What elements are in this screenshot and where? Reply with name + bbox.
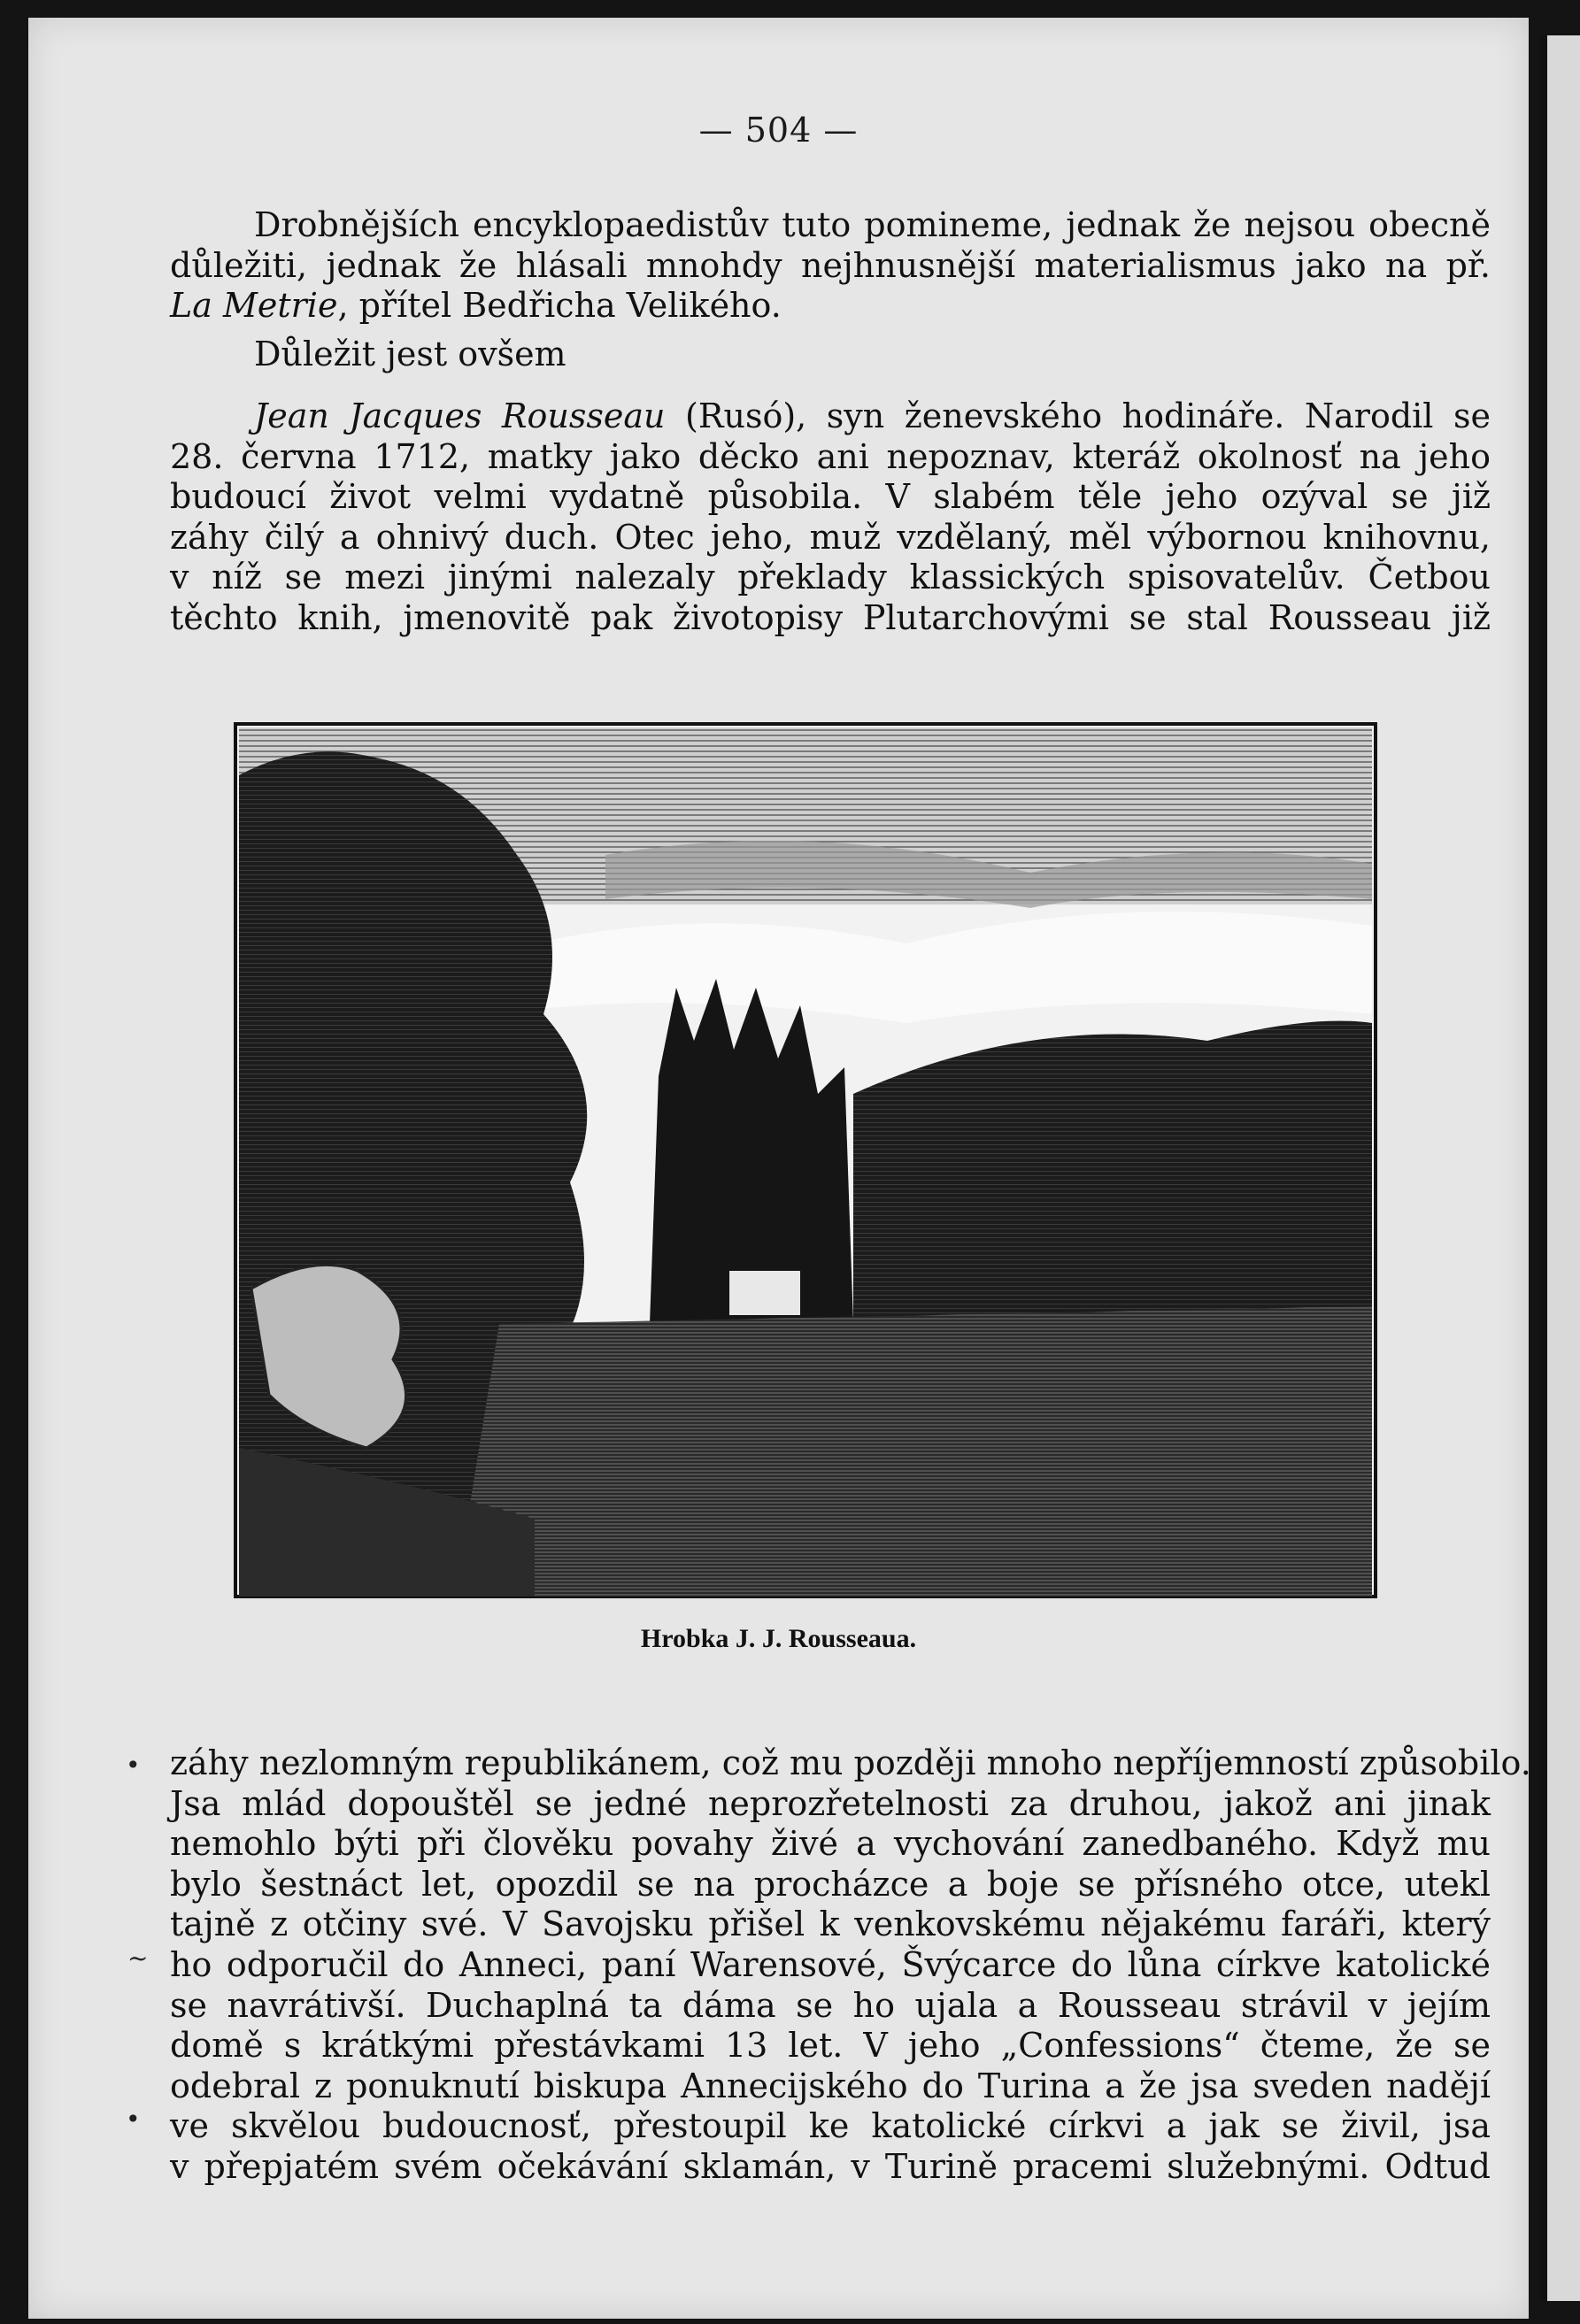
text-line: Drobnějších encyklopaedistův tuto pomineme, jednak že nejsou obecně (254, 205, 1491, 244)
text-line: ve skvělou budoucnosť, přestoupil ke katolické církvi a jak se živil, jsa (170, 2106, 1491, 2146)
text-line: bylo šestnáct let, opozdil se na procházce a boje se přísného otce, utekl (170, 1864, 1491, 1904)
paragraph-rousseau-youth (170, 1743, 1531, 2188)
text-line: Jsa mlád dopouštěl se jedné neprozřetelnosti za druhou, jakož ani jinak (170, 1783, 1491, 1823)
text-line: v přepjatém svém očekávání sklamán, v Turině pracemi služebnými. Odtud (170, 2146, 1491, 2186)
text-line: záhy čilý a ohnivý duch. Otec jeho, muž vzdělaný, měl výbornou knihovnu, (170, 517, 1491, 557)
text-line: se navrátivší. Duchaplná ta dáma se ho ujala a Rousseau strávil v jejím (170, 1985, 1491, 2025)
text-line: v níž se mezi jinými nalezaly překlady klassických spisovatelův. Četbou (170, 558, 1491, 597)
text-line (170, 286, 1491, 327)
text-line: důležiti, jednak že hlásali mnohdy nejhnusnější materialismus jako na př. (170, 245, 1491, 285)
paragraph-encyclopedists (170, 205, 1491, 327)
text-line: těchto knih, jmenovitě pak životopisy Plutarchovými se stal Rousseau již (170, 597, 1491, 637)
text-line: Důležit jest ovšem (254, 335, 566, 373)
italic-name: La Metrie (170, 286, 338, 326)
text-line: záhy nezlomným republikánem, což mu později mnoho nepříjemností způsobilo. (170, 1743, 1531, 1782)
margin-dash: ~ (127, 1943, 149, 1973)
text-line: 28. června 1712, matky jako děcko ani nepoznav, kteráž okolnosť na jeho (170, 436, 1491, 476)
adjacent-page-edge (1547, 35, 1580, 2301)
text-line: ho odporučil do Anneci, paní Warensové, Švýcarce do lůna církve katolické (170, 1944, 1491, 1984)
margin-dot: • (126, 1751, 141, 1780)
page-edge-shadow (1540, 35, 1547, 2301)
figure-caption: Hrobka J. J. Rousseaua. (640, 1624, 917, 1653)
paragraph-rousseau-intro (170, 396, 1491, 639)
text-line: budoucí život velmi vydatně působila. V slabém těle jeho ozýval se již (170, 477, 1491, 517)
engraving-svg (234, 722, 1377, 1598)
tomb-monument (729, 1271, 800, 1315)
book-page (28, 18, 1529, 2319)
page-number: — 504 — (698, 111, 859, 150)
paragraph-important (170, 335, 1491, 375)
text-fragment: (Rusó), syn ženevského hodináře. Narodil se (665, 396, 1491, 435)
lake-water (455, 1306, 1372, 1597)
margin-dot: • (126, 2105, 141, 2134)
text-line: odebral z ponuknutí biskupa Annecijského do Turina a že jsa sveden nadějí (170, 2066, 1491, 2105)
text-line: domě s krátkými přestávkami 13 let. V jeho „Confessions“ čteme, že se (170, 2026, 1491, 2066)
italic-name: Jean Jacques Rousseau (254, 396, 666, 435)
text-line: tajně z otčiny své. V Savojsku přišel k venkovskému nějakému faráři, který (170, 1905, 1491, 1944)
text-fragment: , přítel Bedřicha Velikého. (337, 286, 782, 326)
text-line (170, 396, 1491, 437)
engraving-illustration (234, 722, 1377, 1598)
text-line: nemohlo býti při člověku povahy živé a vychování zanedbaného. Když mu (170, 1824, 1491, 1864)
